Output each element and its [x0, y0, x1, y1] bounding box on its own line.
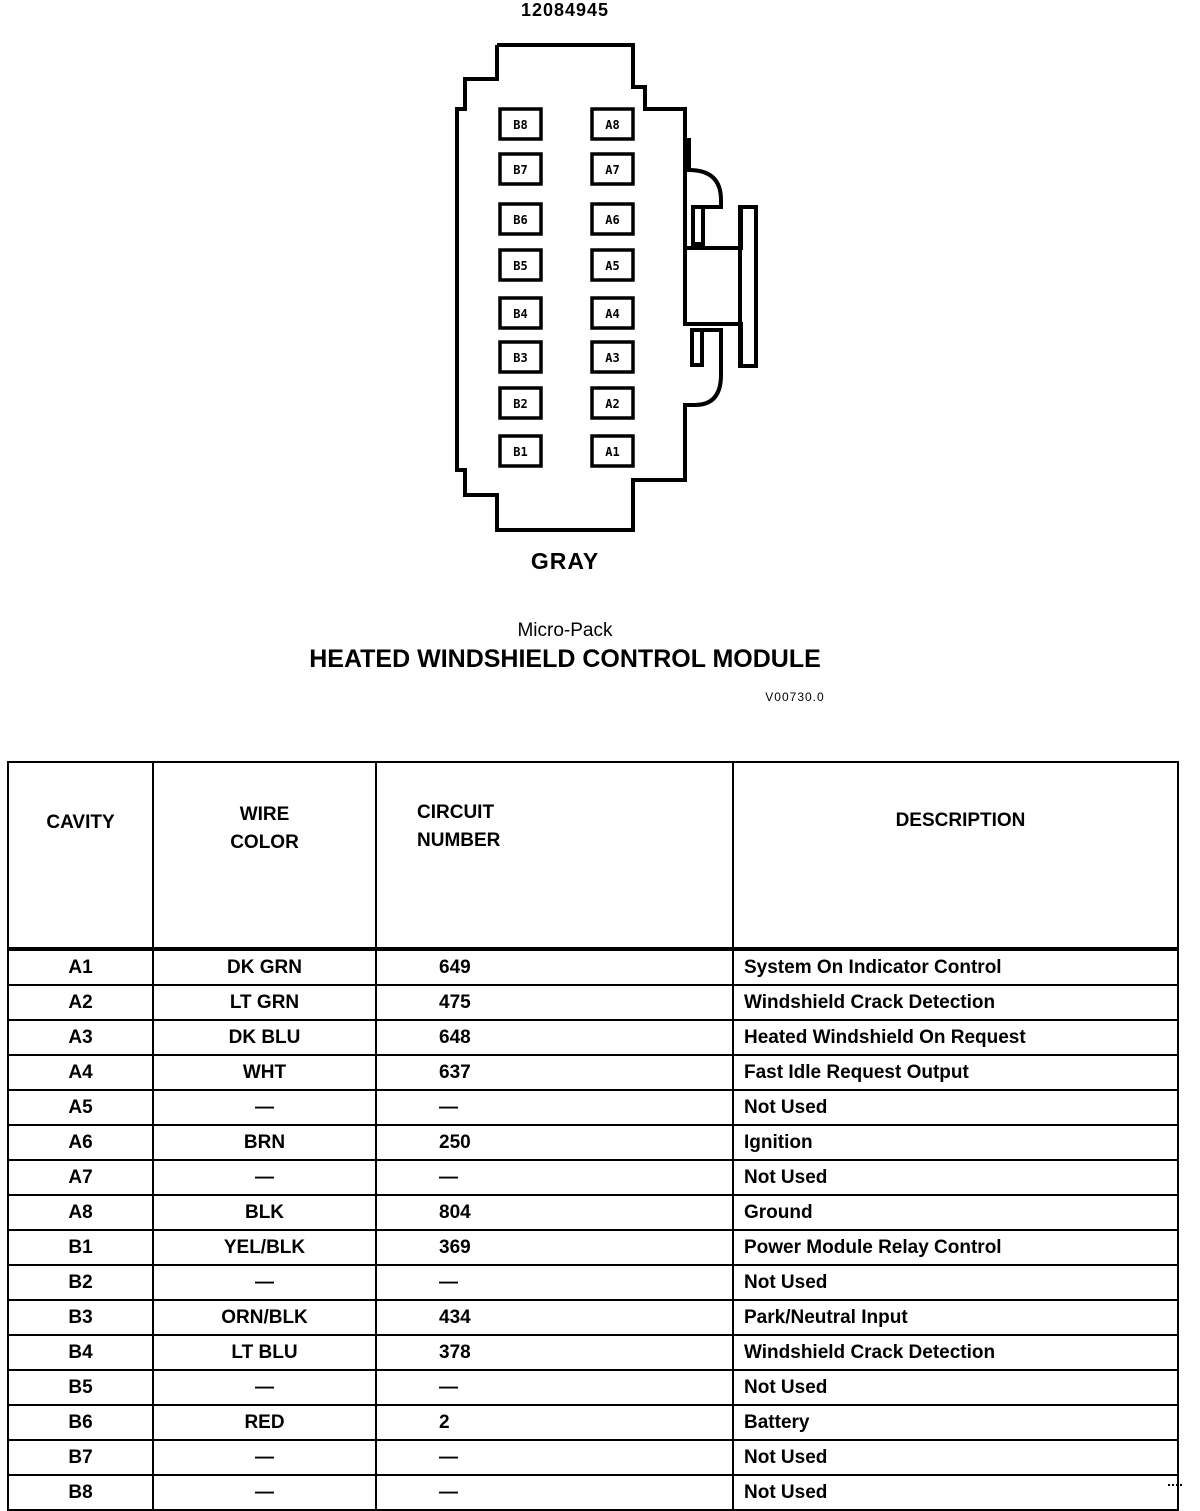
table-row: [8, 1090, 1178, 1125]
table-row: [8, 1405, 1178, 1440]
cell-description: Not Used: [733, 1160, 1178, 1195]
cell-description: Park/Neutral Input: [733, 1300, 1178, 1335]
pin-label-a2: A2: [605, 397, 620, 411]
cell-circuit-number: 648: [376, 1020, 733, 1055]
cell-circuit-number: 475: [376, 985, 733, 1020]
pin-label-a6: A6: [605, 213, 620, 227]
pin-label-b6: B6: [513, 213, 528, 227]
table-row: [8, 1475, 1178, 1510]
pin-label-a3: A3: [605, 351, 620, 365]
cell-description: Not Used: [733, 1370, 1178, 1405]
cell-circuit-number: 250: [376, 1125, 733, 1160]
pin-label-b8: B8: [513, 118, 528, 132]
pin-label-b2: B2: [513, 397, 528, 411]
header-wire-color: WIRE COLOR: [153, 762, 376, 949]
table-row: [8, 1440, 1178, 1475]
pin-label-b7: B7: [513, 163, 528, 177]
cell-wire-color: LT GRN: [153, 985, 376, 1020]
cell-circuit-number: 2: [376, 1405, 733, 1440]
cell-description: Fast Idle Request Output: [733, 1055, 1178, 1090]
cell-cavity: B4: [8, 1335, 153, 1370]
table-row: [8, 1160, 1178, 1195]
header-description: DESCRIPTION: [733, 762, 1178, 949]
cell-circuit-number: —: [376, 1475, 733, 1510]
cell-cavity: A6: [8, 1125, 153, 1160]
cell-description: Battery: [733, 1405, 1178, 1440]
cell-cavity: A7: [8, 1160, 153, 1195]
cell-description: Ground: [733, 1195, 1178, 1230]
cell-description: Windshield Crack Detection: [733, 1335, 1178, 1370]
cell-cavity: A2: [8, 985, 153, 1020]
connector-face-diagram: [440, 30, 780, 540]
pin-label-a8: A8: [605, 118, 620, 132]
cell-circuit-number: 649: [376, 949, 733, 985]
corner-mark: [1168, 1484, 1182, 1489]
pin-label-b1: B1: [513, 445, 528, 459]
cell-wire-color: ORN/BLK: [153, 1300, 376, 1335]
cell-circuit-number: 369: [376, 1230, 733, 1265]
cell-wire-color: —: [153, 1440, 376, 1475]
cell-description: Ignition: [733, 1125, 1178, 1160]
cell-wire-color: BRN: [153, 1125, 376, 1160]
cell-description: Not Used: [733, 1090, 1178, 1125]
table-row: [8, 1300, 1178, 1335]
cell-wire-color: YEL/BLK: [153, 1230, 376, 1265]
pin-label-a1: A1: [605, 445, 620, 459]
cell-cavity: B7: [8, 1440, 153, 1475]
connector-part-number: 12084945: [520, 0, 610, 20]
table-row: [8, 1230, 1178, 1265]
table-row: [8, 1265, 1178, 1300]
cell-wire-color: —: [153, 1160, 376, 1195]
cell-cavity: A3: [8, 1020, 153, 1055]
cell-cavity: B5: [8, 1370, 153, 1405]
cell-cavity: B2: [8, 1265, 153, 1300]
figure-code: V00730.0: [765, 690, 825, 704]
cell-description: Heated Windshield On Request: [733, 1020, 1178, 1055]
cell-circuit-number: —: [376, 1160, 733, 1195]
header-circuit-number: CIRCUIT NUMBER: [376, 762, 733, 949]
cell-circuit-number: —: [376, 1265, 733, 1300]
cell-description: Power Module Relay Control: [733, 1230, 1178, 1265]
cell-wire-color: DK BLU: [153, 1020, 376, 1055]
cell-circuit-number: —: [376, 1440, 733, 1475]
cell-description: Not Used: [733, 1440, 1178, 1475]
cell-wire-color: —: [153, 1370, 376, 1405]
cavity-table: [7, 761, 1179, 1511]
table-row: [8, 1370, 1178, 1405]
pin-label-b4: B4: [513, 307, 528, 321]
cell-circuit-number: —: [376, 1090, 733, 1125]
cell-wire-color: —: [153, 1090, 376, 1125]
table-row: [8, 1195, 1178, 1230]
cell-wire-color: DK GRN: [153, 949, 376, 985]
cell-wire-color: BLK: [153, 1195, 376, 1230]
cell-circuit-number: 378: [376, 1335, 733, 1370]
cell-wire-color: —: [153, 1265, 376, 1300]
cell-wire-color: RED: [153, 1405, 376, 1440]
pin-label-b3: B3: [513, 351, 528, 365]
cell-circuit-number: 637: [376, 1055, 733, 1090]
table-row: [8, 1125, 1178, 1160]
table-row: [8, 1055, 1178, 1090]
cell-cavity: B3: [8, 1300, 153, 1335]
pin-label-a7: A7: [605, 163, 620, 177]
connector-color-label: GRAY: [530, 548, 600, 574]
cell-wire-color: —: [153, 1475, 376, 1510]
cell-cavity: B1: [8, 1230, 153, 1265]
cell-description: Windshield Crack Detection: [733, 985, 1178, 1020]
cell-circuit-number: 804: [376, 1195, 733, 1230]
header-cavity: CAVITY: [8, 762, 153, 949]
cell-description: Not Used: [733, 1475, 1178, 1510]
cell-circuit-number: 434: [376, 1300, 733, 1335]
table-row: [8, 949, 1178, 985]
connector-type-label: Micro-Pack: [517, 620, 613, 641]
cell-description: Not Used: [733, 1265, 1178, 1300]
cell-description: System On Indicator Control: [733, 949, 1178, 985]
table-row: [8, 1335, 1178, 1370]
pin-label-a5: A5: [605, 259, 620, 273]
pin-label-a4: A4: [605, 307, 620, 321]
cell-cavity: B6: [8, 1405, 153, 1440]
cell-cavity: A8: [8, 1195, 153, 1230]
table-row: [8, 1020, 1178, 1055]
cell-cavity: B8: [8, 1475, 153, 1510]
table-header-row: [8, 762, 1178, 949]
cell-cavity: A4: [8, 1055, 153, 1090]
cell-cavity: A1: [8, 949, 153, 985]
cell-cavity: A5: [8, 1090, 153, 1125]
cell-wire-color: LT BLU: [153, 1335, 376, 1370]
table-row: [8, 985, 1178, 1020]
cell-circuit-number: —: [376, 1370, 733, 1405]
module-title: HEATED WINDSHIELD CONTROL MODULE: [309, 645, 821, 673]
pin-label-b5: B5: [513, 259, 528, 273]
cell-wire-color: WHT: [153, 1055, 376, 1090]
